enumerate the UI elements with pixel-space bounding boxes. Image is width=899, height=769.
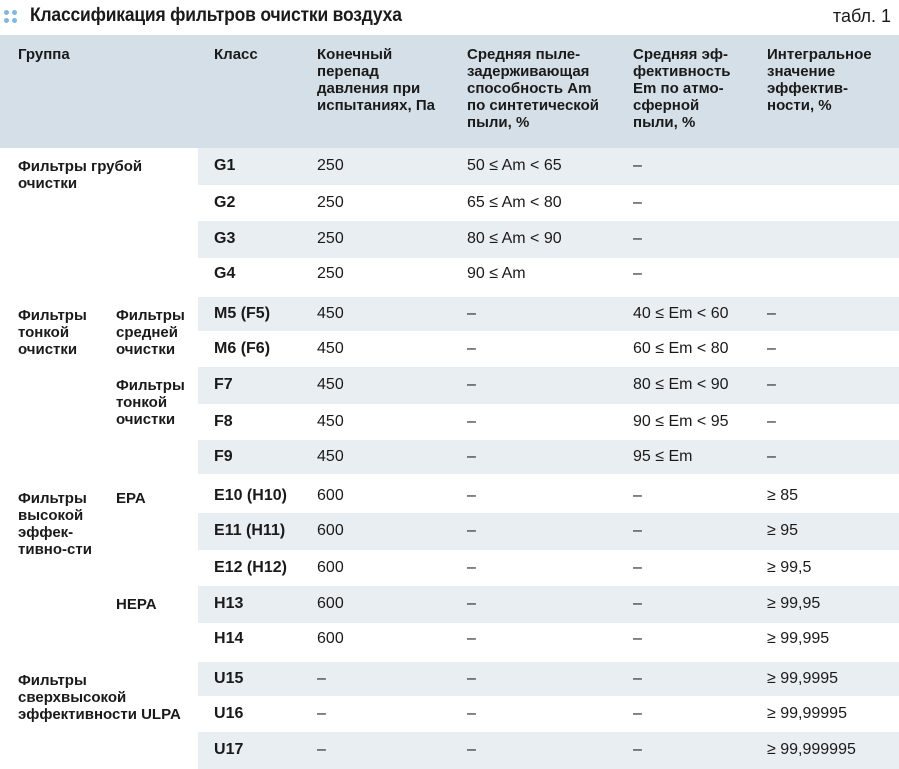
- arrestance-cell: –: [451, 331, 617, 368]
- column-header-group: Группа: [18, 46, 70, 63]
- efficiency-cell: –: [617, 148, 751, 185]
- class-cell: E11 (H11): [198, 513, 301, 550]
- page-title: Классификация фильтров очистки воздуха: [30, 5, 402, 26]
- efficiency-cell: –: [617, 732, 751, 769]
- class-cell: U15: [198, 659, 301, 696]
- subgroup-label: Фильтры тонкой очистки: [100, 367, 198, 477]
- integral-cell: –: [751, 440, 899, 477]
- class-cell: F9: [198, 440, 301, 477]
- table-row: [0, 367, 899, 404]
- table-row: [0, 586, 899, 623]
- efficiency-cell: 40 ≤ Em < 60: [617, 294, 751, 331]
- efficiency-cell: –: [617, 477, 751, 514]
- class-cell: G4: [198, 258, 301, 295]
- pressure-cell: 250: [301, 185, 451, 222]
- integral-cell: –: [751, 367, 899, 404]
- pressure-cell: –: [301, 659, 451, 696]
- efficiency-cell: 90 ≤ Em < 95: [617, 404, 751, 441]
- filter-classification-table: [0, 35, 899, 769]
- arrestance-cell: –: [451, 367, 617, 404]
- integral-cell: ≥ 99,99995: [751, 696, 899, 733]
- pressure-cell: 450: [301, 404, 451, 441]
- integral-cell: ≥ 95: [751, 513, 899, 550]
- integral-cell: ≥ 99,95: [751, 586, 899, 623]
- integral-cell: ≥ 99,9995: [751, 659, 899, 696]
- efficiency-cell: –: [617, 185, 751, 222]
- efficiency-cell: –: [617, 513, 751, 550]
- class-cell: F7: [198, 367, 301, 404]
- arrestance-cell: –: [451, 440, 617, 477]
- class-cell: E12 (H12): [198, 550, 301, 587]
- group-label: Фильтры высокой эффек-тивно-сти: [0, 477, 100, 660]
- integral-cell: –: [751, 404, 899, 441]
- pressure-cell: 600: [301, 623, 451, 660]
- arrestance-cell: –: [451, 550, 617, 587]
- efficiency-cell: –: [617, 586, 751, 623]
- pressure-cell: 600: [301, 586, 451, 623]
- pressure-cell: 600: [301, 513, 451, 550]
- class-cell: M6 (F6): [198, 331, 301, 368]
- pressure-cell: 250: [301, 148, 451, 185]
- column-header-integral: Интегральное значение эффектив-ности, %: [767, 46, 872, 114]
- integral-cell: [751, 148, 899, 185]
- efficiency-cell: 60 ≤ Em < 80: [617, 331, 751, 368]
- class-cell: E10 (H10): [198, 477, 301, 514]
- class-cell: G3: [198, 221, 301, 258]
- arrestance-cell: –: [451, 404, 617, 441]
- efficiency-cell: 80 ≤ Em < 90: [617, 367, 751, 404]
- efficiency-cell: –: [617, 221, 751, 258]
- pressure-cell: –: [301, 732, 451, 769]
- class-cell: G2: [198, 185, 301, 222]
- subgroup-label: HEPA: [100, 586, 198, 659]
- pressure-cell: 450: [301, 331, 451, 368]
- column-header-pressure: Конечный перепад давления при испытаниях, Па: [317, 46, 435, 114]
- integral-cell: ≥ 99,5: [751, 550, 899, 587]
- arrestance-cell: –: [451, 623, 617, 660]
- efficiency-cell: –: [617, 550, 751, 587]
- group-label: Фильтры сверхвысокой эффективности ULPA: [0, 659, 198, 769]
- class-cell: U16: [198, 696, 301, 733]
- arrestance-cell: –: [451, 696, 617, 733]
- table-header-row: [0, 35, 899, 148]
- arrestance-cell: 65 ≤ Am < 80: [451, 185, 617, 222]
- integral-cell: [751, 185, 899, 222]
- pressure-cell: 450: [301, 440, 451, 477]
- efficiency-cell: –: [617, 623, 751, 660]
- integral-cell: [751, 221, 899, 258]
- pressure-cell: 600: [301, 550, 451, 587]
- arrestance-cell: –: [451, 659, 617, 696]
- class-cell: U17: [198, 732, 301, 769]
- table-reference: табл. 1: [832, 6, 891, 26]
- column-header-efficiency: Средняя эф-фективность Em по атмо-сферной пыли, %: [633, 46, 731, 131]
- integral-cell: ≥ 99,995: [751, 623, 899, 660]
- arrestance-cell: –: [451, 294, 617, 331]
- class-cell: M5 (F5): [198, 294, 301, 331]
- integral-cell: ≥ 99,999995: [751, 732, 899, 769]
- integral-cell: ≥ 85: [751, 477, 899, 514]
- arrestance-cell: –: [451, 477, 617, 514]
- integral-cell: [751, 258, 899, 295]
- pressure-cell: –: [301, 696, 451, 733]
- arrestance-cell: 80 ≤ Am < 90: [451, 221, 617, 258]
- efficiency-cell: –: [617, 696, 751, 733]
- table-row: [0, 148, 899, 185]
- class-cell: H14: [198, 623, 301, 660]
- column-header-class: Класс: [214, 46, 258, 63]
- dots-icon: [4, 10, 18, 24]
- arrestance-cell: 90 ≤ Am: [451, 258, 617, 295]
- class-cell: H13: [198, 586, 301, 623]
- group-label: Фильтры грубой очистки: [0, 148, 198, 294]
- pressure-cell: 250: [301, 221, 451, 258]
- integral-cell: –: [751, 294, 899, 331]
- pressure-cell: 450: [301, 367, 451, 404]
- pressure-cell: 250: [301, 258, 451, 295]
- table-row: [0, 659, 899, 696]
- efficiency-cell: –: [617, 258, 751, 295]
- efficiency-cell: 95 ≤ Em: [617, 440, 751, 477]
- arrestance-cell: –: [451, 732, 617, 769]
- integral-cell: –: [751, 331, 899, 368]
- arrestance-cell: –: [451, 513, 617, 550]
- arrestance-cell: 50 ≤ Am < 65: [451, 148, 617, 185]
- class-cell: F8: [198, 404, 301, 441]
- pressure-cell: 600: [301, 477, 451, 514]
- table-row: [0, 294, 899, 331]
- title-bar: [0, 0, 899, 34]
- pressure-cell: 450: [301, 294, 451, 331]
- table-body: [0, 148, 899, 769]
- table-row: [0, 477, 899, 514]
- efficiency-cell: –: [617, 659, 751, 696]
- subgroup-label: EPA: [100, 477, 198, 587]
- column-header-arrestance: Средняя пыле-задерживающая способность Am по синтетической пыли, %: [467, 46, 599, 131]
- subgroup-label: Фильтры средней очистки: [100, 294, 198, 367]
- group-label: Фильтры тонкой очистки: [0, 294, 100, 477]
- class-cell: G1: [198, 148, 301, 185]
- arrestance-cell: –: [451, 586, 617, 623]
